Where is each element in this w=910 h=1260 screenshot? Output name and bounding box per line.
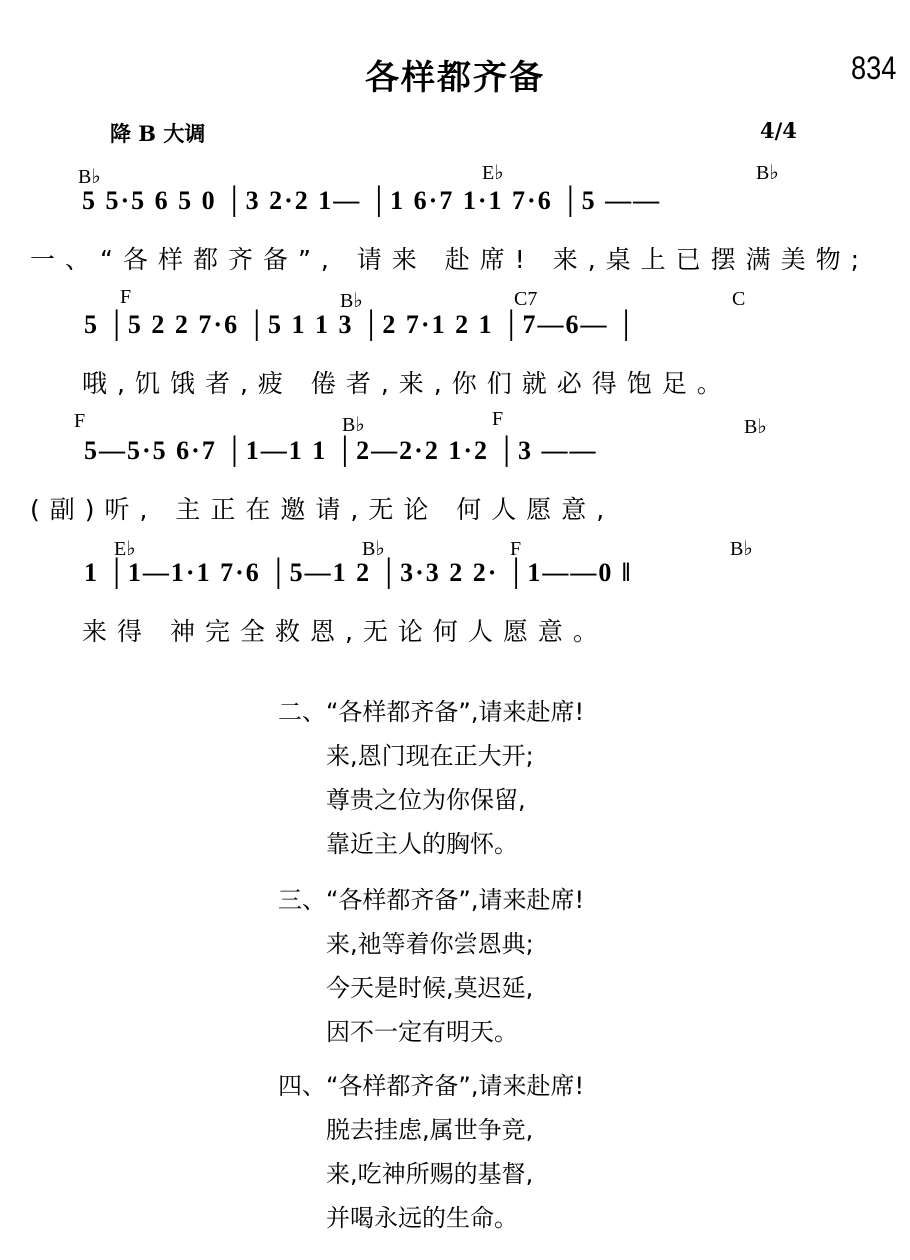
verse-line: 来,祂等着你尝恩典;: [326, 930, 534, 958]
lyrics-line: (副)听, 主正在邀请,无论 何人愿意,: [30, 495, 615, 524]
verse-2: [278, 690, 584, 866]
chord-symbol: F: [120, 286, 132, 308]
notation-line: 5—5·5 6·7 │1—1 1 │2—2·2 1·2 │3 ——: [84, 436, 598, 465]
lyrics-line: 来得 神完全救恩,无论何人愿意。: [82, 617, 608, 646]
lyrics-line: 哦,饥饿者,疲 倦者,来,你们就必得饱足。: [82, 369, 732, 398]
chord-symbol: F: [74, 410, 86, 432]
chord-symbol: C: [732, 288, 746, 310]
time-signature: 4/4: [760, 118, 797, 143]
verse-line: 尊贵之位为你保留,: [326, 786, 526, 814]
verse-line: 今天是时候,莫迟延,: [326, 974, 534, 1002]
chord-symbol: B♭: [744, 416, 767, 438]
chord-symbol: B♭: [342, 414, 365, 436]
lyrics-line: 一、“各样都齐备”, 请来 赴席! 来,桌上已摆满美物;: [30, 245, 870, 274]
chord-symbol: B♭: [340, 290, 363, 312]
verse-3: [278, 878, 584, 1054]
key-signature: 降 B 大调: [110, 121, 206, 146]
verse-4: [278, 1064, 584, 1240]
chord-symbol: E♭: [482, 162, 504, 184]
chord-symbol: E♭: [114, 538, 136, 560]
verse-line: 因不一定有明天。: [326, 1018, 518, 1046]
verse-line: 靠近主人的胸怀。: [326, 830, 518, 858]
verse-line: 三、“各样都齐备”,请来赴席!: [278, 886, 585, 914]
chord-symbol: B♭: [78, 166, 101, 188]
verse-line: 来,恩门现在正大开;: [326, 742, 534, 770]
chord-symbol: C7: [514, 288, 538, 310]
verse-line: 并喝永远的生命。: [326, 1204, 518, 1232]
notation-line: 5 │5 2 2 7·6 │5 1 1 3 │2 7·1 2 1 │7—6— │: [84, 310, 638, 339]
verse-line: 来,吃神所赐的基督,: [326, 1160, 534, 1188]
chord-symbol: B♭: [730, 538, 753, 560]
page-number: 834: [850, 50, 896, 86]
chord-symbol: B♭: [362, 538, 385, 560]
verse-line: 四、“各样都齐备”,请来赴席!: [278, 1072, 585, 1100]
chord-symbol: F: [492, 408, 504, 430]
notation-line: 1 │1—1·1 7·6 │5—1 2 │3·3 2 2· │1——0 ‖: [84, 558, 633, 587]
verse-line: 二、“各样都齐备”,请来赴席!: [278, 698, 585, 726]
verse-line: 脱去挂虑,属世争竞,: [326, 1116, 534, 1144]
chord-symbol: F: [510, 538, 522, 560]
chord-symbol: B♭: [756, 162, 779, 184]
notation-line: 5 5·5 6 5 0 │3 2·2 1— │1 6·7 1·1 7·6 │5 ——: [82, 186, 662, 215]
hymn-title: 各样都齐备: [365, 58, 545, 98]
